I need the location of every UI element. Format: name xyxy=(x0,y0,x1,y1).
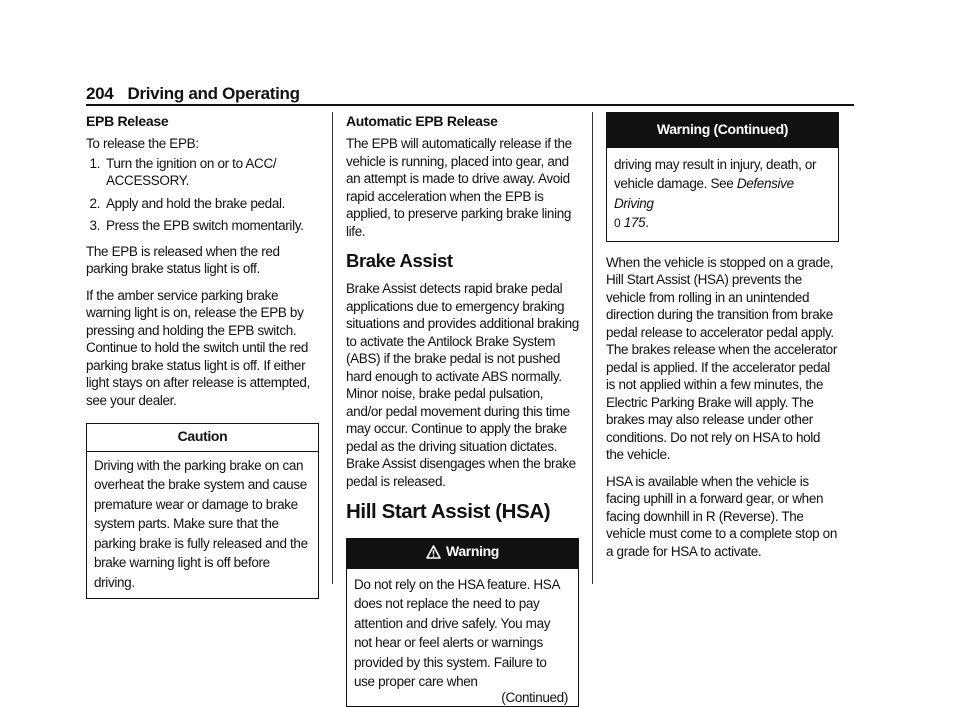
section-title: Driving and Operating xyxy=(127,84,300,103)
page-ref-icon: 0 xyxy=(614,216,621,230)
column-divider-1 xyxy=(332,112,333,584)
brake-assist-text: Brake Assist detects rapid brake pedal applications due to emergency braking situations and provides additional braking to activate the Antilock Brake System (ABS) if the brake pedal is not pushed hard enough to activate ABS normally. Minor noise, brake pedal pulsation, and/or pedal movement during this time may occur. Continue to apply the brake pedal as the driving situation dictates. Brake Assist disengages when the brake pedal is released. xyxy=(346,281,579,489)
caution-box xyxy=(86,423,319,599)
hsa-heading: Hill Start Assist (HSA) xyxy=(346,500,551,523)
warning-continued-box xyxy=(606,112,839,242)
epb-release-steps xyxy=(86,155,319,235)
epb-released-text: The EPB is released when the red parking brake status light is off. xyxy=(86,243,280,276)
hsa-description: When the vehicle is stopped on a grade, Hill Start Assist (HSA) prevents the vehicle from rolling in an unintended direction during the transition from brake pedal release to accelerator pedal apply. The brakes release when the accelerator pedal is applied. If the accelerator pedal is not applied within a few minutes, the Electric Parking Brake will apply. The brakes may also release under other conditions. Do not rely on HSA to hold the vehicle. xyxy=(606,254,837,462)
epb-release-heading: EPB Release xyxy=(86,113,169,129)
warning-continued-body: driving may result in injury, death, or vehicle damage. See Defensive Driving 0 175. xyxy=(614,156,817,230)
column-divider-2 xyxy=(592,112,593,584)
list-item: 2. Apply and hold the brake pedal. xyxy=(89,195,286,211)
page-number: 204 xyxy=(86,84,114,103)
warning-body: Do not rely on the HSA feature. HSA does not replace the need to pay attention and drive safely. You may not hear or feel alerts or warnings provided by this system. Failure to use proper care when (Continued) xyxy=(354,576,568,705)
column-2 xyxy=(346,112,579,707)
page-header xyxy=(86,84,300,104)
column-3 xyxy=(606,112,839,569)
warning-title: Warning xyxy=(445,543,500,559)
warning-continued-title: Warning (Continued) xyxy=(607,113,838,148)
caution-title: Caution xyxy=(177,428,228,444)
brake-assist-heading: Brake Assist xyxy=(346,250,453,271)
service-light-text: If the amber service parking brake warning light is on, release the EPB by pressing and holding the EPB switch. Continue to hold the switch until the red parking brake status light is off. If either light stays on after release is attempted, see your dealer. xyxy=(86,287,310,408)
warning-header xyxy=(347,539,578,569)
epb-release-intro: To release the EPB: xyxy=(86,136,199,151)
reference-title[interactable]: Defensive Driving xyxy=(614,176,794,211)
auto-epb-heading: Automatic EPB Release xyxy=(346,113,498,129)
reference-page[interactable]: 175 xyxy=(623,215,646,230)
warning-box xyxy=(346,538,579,707)
hsa-availability: HSA is available when the vehicle is facing uphill in a forward gear, or when facing downhill in R (Reverse). The vehicle must come to a complete stop on a grade for HSA to activate. xyxy=(606,473,837,559)
header-rule xyxy=(86,104,854,106)
warning-triangle-icon xyxy=(426,545,441,564)
continued-label: (Continued) xyxy=(501,689,568,705)
column-1 xyxy=(86,112,319,599)
auto-epb-text: The EPB will automatically release if the vehicle is running, placed into gear, and an attempt is made to drive away. Avoid rapid acceleration when the EPB is applied, to preserve parking brake lining life. xyxy=(346,136,572,239)
list-item: 1. Turn the ignition on or to ACC/ ACCESSORY. xyxy=(89,155,277,188)
caution-body: Driving with the parking brake on can overheat the brake system and cause premature wear or damage to brake system parts. Make sure that the parking brake is fully released and the brake warning light is off before driving. xyxy=(87,451,318,599)
list-item: 3. Press the EPB switch momentarily. xyxy=(89,218,304,233)
